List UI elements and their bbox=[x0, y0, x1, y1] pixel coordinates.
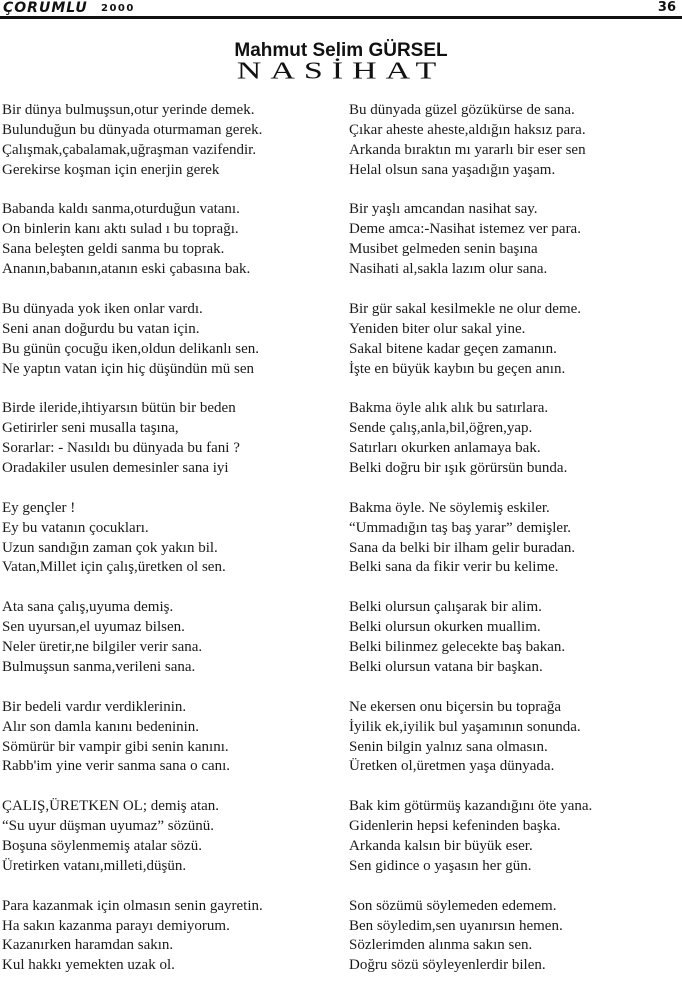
stanza bbox=[349, 399, 592, 479]
magazine-name: ÇORUMLU bbox=[3, 0, 88, 16]
page-header bbox=[0, 0, 682, 18]
verse-line: İyilik ek,iyilik bul yaşamının sonunda. bbox=[349, 718, 581, 735]
verse-line: Gidenlerin hepsi kefeninden başka. bbox=[349, 818, 561, 835]
verse-line: Belki sana da fikir verir bu kelime. bbox=[349, 559, 559, 576]
verse-line: Son sözümü söylemeden edemem. bbox=[349, 897, 557, 914]
verse-line: Kazanırken haramdan sakın. bbox=[2, 937, 174, 954]
verse-line: Bir dünya bulmuşsun,otur yerinde demek. bbox=[2, 102, 255, 118]
verse-line: Ey bu vatanın çocukları. bbox=[2, 519, 149, 536]
verse-line: Babanda kaldı sanma,oturduğun vatanı. bbox=[2, 201, 240, 218]
verse-line: Ey gençler ! bbox=[2, 499, 76, 516]
verse-line: Belki olursun vatana bir başkan. bbox=[349, 658, 543, 675]
verse-line: Ananın,babanın,atanın eski çabasına bak. bbox=[2, 261, 251, 278]
verse-line: Sorarlar: - Nasıldı bu dünyada bu fani ? bbox=[2, 440, 240, 457]
stanza bbox=[349, 897, 592, 977]
verse-line: Uzun sandığın zaman çok yakın bil. bbox=[2, 539, 218, 556]
verse-line: Sana beleşten geldi sanma bu toprak. bbox=[2, 241, 225, 258]
verse-line: Oradakiler usulen demesinler sana iyi bbox=[2, 460, 229, 477]
verse-line: Nasihati al,sakla lazım olur sana. bbox=[349, 261, 548, 278]
poem-title: NASİHAT bbox=[236, 57, 446, 85]
verse-line: Senin bilgin yalnız sana olmasın. bbox=[349, 738, 548, 755]
verse-line: Sen uyursan,el uyumaz bilsen. bbox=[2, 619, 185, 636]
verse-line: Ne yaptın vatan için hiç düşündün mü sen bbox=[2, 360, 255, 377]
verse-line: Bulmuşsun sanma,verileni sana. bbox=[2, 658, 196, 675]
verse-line: Bak kim götürmüş kazandığını öte yana. bbox=[349, 798, 593, 815]
header-rule bbox=[0, 16, 682, 19]
verse-line: Sömürür bir vampir gibi senin kanını. bbox=[2, 738, 229, 755]
verse-line: “Ummadığın taş baş yarar” demişler. bbox=[349, 519, 572, 536]
stanza bbox=[349, 200, 592, 280]
verse-line: Bir bedeli vardır verdiklerinin. bbox=[2, 698, 187, 715]
stanza bbox=[349, 499, 592, 579]
verse-line: On binlerin kanı aktı sulad ı bu toprağı. bbox=[2, 221, 239, 238]
stanza bbox=[2, 698, 263, 778]
stanza bbox=[2, 598, 263, 678]
verse-line: Boşuna söylenmemiş atalar sözü. bbox=[2, 837, 202, 854]
verse-line: Belki bilinmez gelecekte baş bakan. bbox=[349, 639, 566, 656]
verse-line: Üretken ol,üretmen yaşa dünyada. bbox=[349, 758, 555, 775]
verse-line: Ben söyledim,sen uyanırsın hemen. bbox=[349, 917, 563, 934]
verse-line: Yeniden biter olur sakal yine. bbox=[349, 320, 526, 337]
verse-line: Bir yaşlı amcandan nasihat say. bbox=[349, 201, 538, 218]
verse-line: Belki olursun okurken muallim. bbox=[349, 619, 541, 636]
verse-line: Bakma öyle alık alık bu satırlara. bbox=[349, 400, 549, 417]
verse-line: ÇALIŞ,ÜRETKEN OL; demiş atan. bbox=[2, 798, 220, 815]
author-name: Mahmut Selim GÜRSEL bbox=[234, 40, 448, 61]
verse-line: Sana da belki bir ilham gelir buradan. bbox=[349, 539, 576, 556]
verse-line: Deme amca:-Nasihat istemez ver para. bbox=[349, 221, 581, 238]
page-number: 36 bbox=[657, 0, 676, 15]
verse-line: Belki olursun çalışarak bir alim. bbox=[349, 599, 542, 616]
poem-column-left bbox=[2, 101, 263, 996]
stanza bbox=[349, 698, 592, 778]
verse-line: Neler üretir,ne bilgiler verir sana. bbox=[2, 639, 203, 656]
verse-line: Bulunduğun bu dünyada oturmaman gerek. bbox=[2, 121, 263, 138]
stanza bbox=[2, 300, 263, 380]
verse-line: Bu günün çocuğu iken,oldun delikanlı sen. bbox=[2, 340, 260, 357]
verse-line: Alır son damla kanını bedeninin. bbox=[2, 718, 200, 735]
stanza bbox=[2, 897, 263, 977]
verse-line: Ata sana çalış,uyuma demiş. bbox=[2, 599, 174, 616]
verse-line: Getirirler seni musalla taşına, bbox=[2, 420, 179, 437]
verse-line: Sende çalış,anla,bil,öğren,yap. bbox=[349, 420, 533, 437]
verse-line: Satırları okurken anlamaya bak. bbox=[349, 440, 541, 457]
stanza bbox=[2, 499, 263, 579]
stanza bbox=[349, 300, 592, 380]
verse-line: Bu dünyada güzel gözükürse de sana. bbox=[349, 102, 575, 118]
verse-line: Sen gidince o yaşasın her gün. bbox=[349, 857, 532, 874]
stanza bbox=[2, 797, 263, 877]
magazine-year: 2000 bbox=[101, 3, 135, 14]
stanza bbox=[349, 101, 592, 181]
verse-line: Sakal bitene kadar geçen zamanın. bbox=[349, 340, 557, 357]
verse-line: Bir gür sakal kesilmekle ne olur deme. bbox=[349, 300, 582, 317]
poem-column-right bbox=[349, 101, 592, 996]
verse-line: Rabb'im yine verir sanma sana o canı. bbox=[2, 758, 231, 775]
verse-line: Gerekirse koşman için enerjin gerek bbox=[2, 161, 220, 178]
verse-line: Doğru sözü söyleyenlerdir bilen. bbox=[349, 957, 546, 974]
verse-line: Kul hakkı yemekten uzak ol. bbox=[2, 957, 175, 974]
verse-line: Belki doğru bir ışık görürsün bunda. bbox=[349, 460, 568, 477]
verse-line: Ha sakın kazanma parayı demiyorum. bbox=[2, 917, 230, 934]
verse-line: Çalışmak,çabalamak,uğraşman vazifendir. bbox=[2, 141, 257, 158]
verse-line: Bu dünyada yok iken onlar vardı. bbox=[2, 300, 203, 317]
stanza bbox=[2, 101, 263, 181]
verse-line: Çıkar aheste aheste,aldığın haksız para. bbox=[349, 121, 586, 138]
verse-line: İşte en büyük kaybın bu geçen anın. bbox=[349, 360, 566, 377]
verse-line: Para kazanmak için olmasın senin gayretin. bbox=[2, 897, 263, 914]
verse-line: Seni anan doğurdu bu vatan için. bbox=[2, 320, 200, 337]
verse-line: “Su uyur düşman uyumaz” sözünü. bbox=[2, 818, 215, 835]
verse-line: Bakma öyle. Ne söylemiş eskiler. bbox=[349, 499, 550, 516]
verse-line: Musibet gelmeden senin başına bbox=[349, 241, 538, 258]
stanza bbox=[349, 598, 592, 678]
verse-line: Ne ekersen onu biçersin bu toprağa bbox=[349, 698, 562, 715]
stanza bbox=[2, 399, 263, 479]
verse-line: Arkanda bıraktın mı yararlı bir eser sen bbox=[349, 141, 586, 158]
stanza bbox=[349, 797, 592, 877]
verse-line: Üretirken vatanı,milleti,düşün. bbox=[2, 857, 187, 874]
verse-line: Vatan,Millet için çalış,üretken ol sen. bbox=[2, 559, 226, 576]
verse-line: Birde ileride,ihtiyarsın bütün bir beden bbox=[2, 400, 236, 417]
verse-line: Arkanda kalsın bir büyük eser. bbox=[349, 837, 533, 854]
verse-line: Helal olsun sana yaşadığın yaşam. bbox=[349, 161, 556, 178]
stanza bbox=[2, 200, 263, 280]
verse-line: Sözlerimden alınma sakın sen. bbox=[349, 937, 533, 954]
